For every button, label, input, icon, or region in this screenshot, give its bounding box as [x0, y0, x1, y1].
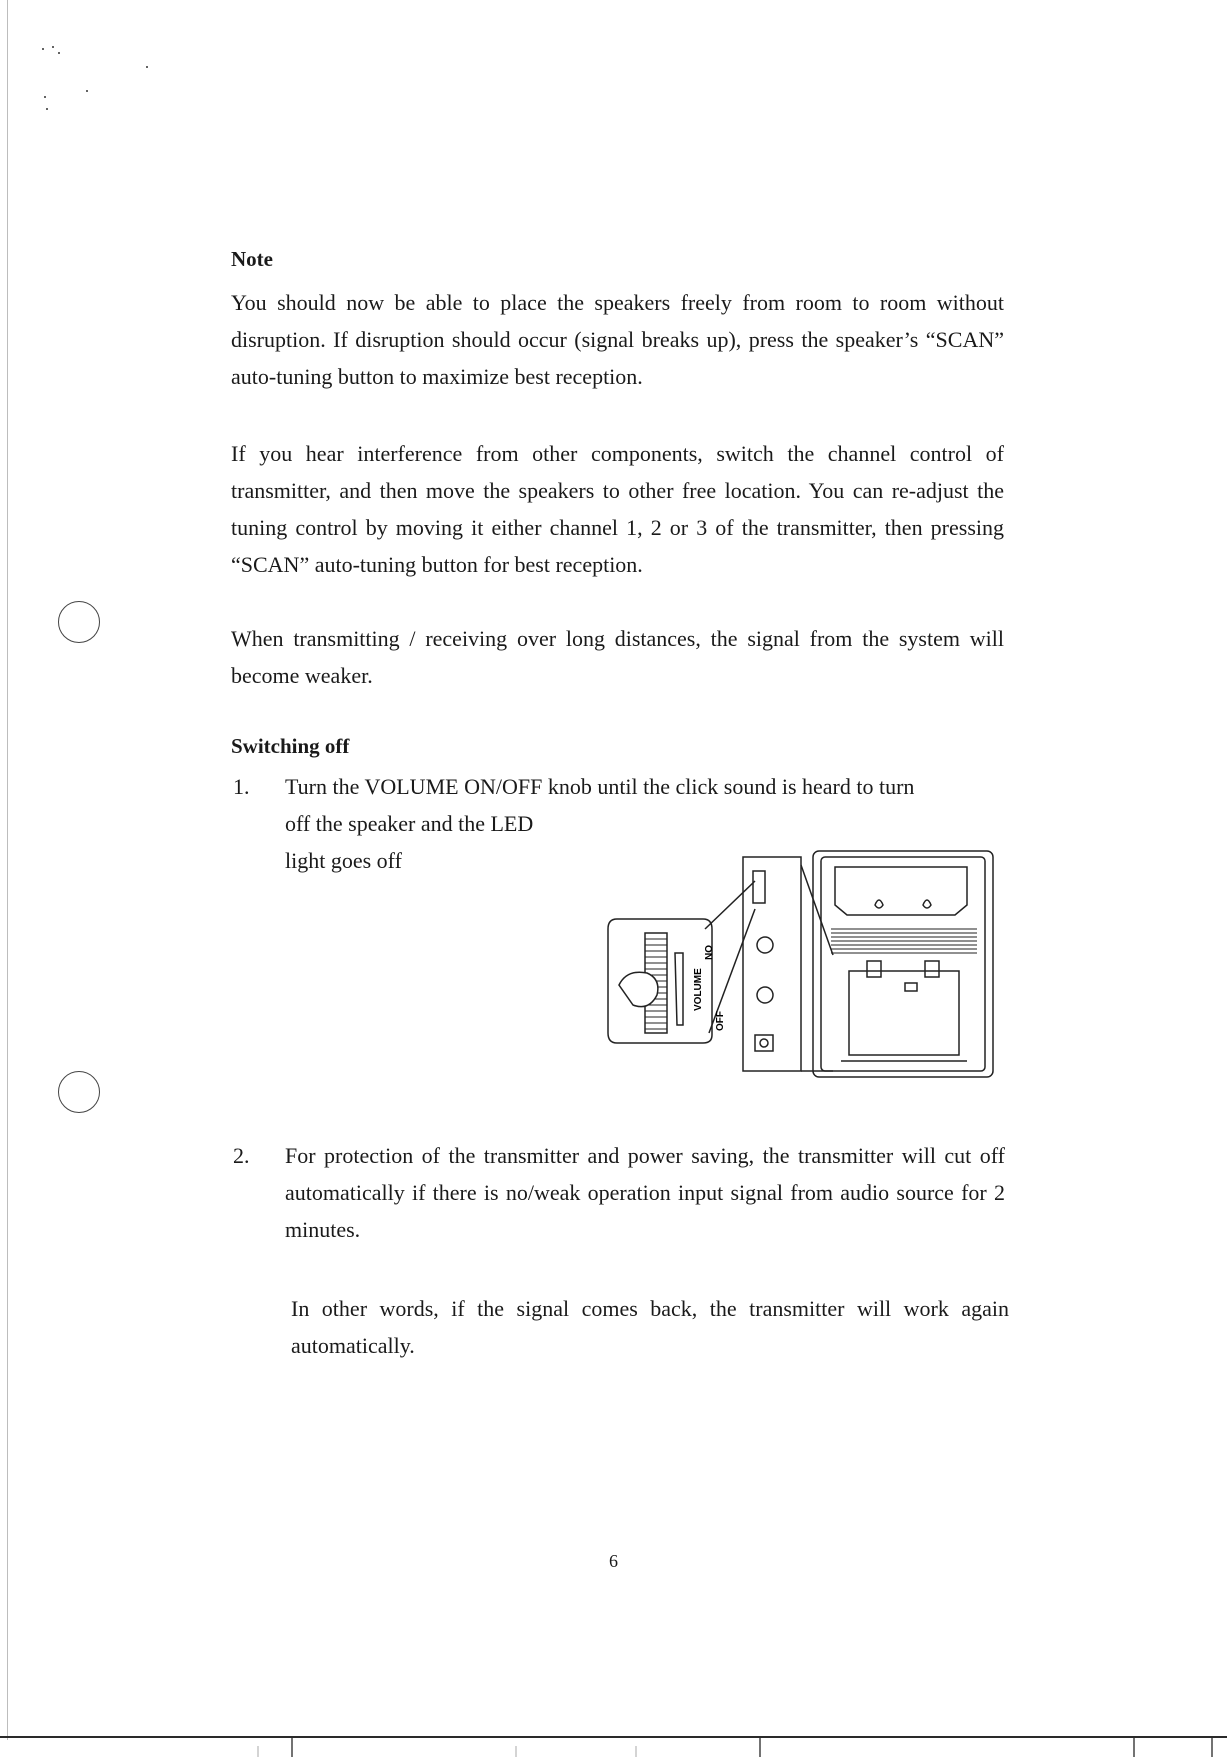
scan-speck [46, 108, 48, 110]
list-item-text: For protection of the transmitter and power saving, the transmitter will cut off automatically if there is no/weak operation input signal from audio source for 2 minutes. [285, 1143, 1005, 1242]
note-heading: Note [231, 247, 273, 271]
volume-knob-diagram [605, 845, 995, 1080]
list-item-line: off the speaker and the LED [285, 811, 534, 836]
channel-knob [757, 937, 773, 953]
mount-hole-right [923, 900, 931, 908]
scan-knob [757, 987, 773, 1003]
mount-hole-left [875, 900, 883, 908]
diagram-label-on: ON [702, 945, 713, 960]
switching-off-heading: Switching off [231, 734, 350, 758]
power-jack [755, 1035, 773, 1051]
list-item-line: light goes off [285, 848, 402, 873]
transmitter-side-panel [743, 857, 801, 1071]
list-item-line: Turn the VOLUME ON/OFF knob until the click sound is heard to turn [285, 774, 915, 799]
scan-speck [146, 66, 148, 68]
note-paragraph: When transmitting / receiving over long distances, the signal from the system will become weaker. [231, 626, 1004, 688]
diagram-label-volume: VOLUME [693, 968, 704, 1011]
speaker-top-cavity [835, 867, 967, 915]
battery-cover [849, 971, 959, 1055]
speaker-grille [831, 929, 977, 953]
note-paragraph: You should now be able to place the speakers freely from room to room without disruption. If disruption should occur (signal breaks up), press the speaker’s “SCAN” auto-tuning button to maximize best reception. [231, 290, 1004, 389]
diagram-label-off: OFF [715, 1011, 726, 1031]
scan-speck [44, 96, 46, 98]
scan-speck [42, 48, 44, 50]
page-number: 6 [609, 1551, 618, 1571]
scan-speck [86, 90, 88, 92]
speaker-housing [813, 851, 993, 1077]
page-edge [7, 0, 8, 1740]
volume-wedge [675, 953, 683, 1025]
followup-paragraph: In other words, if the signal comes back, the transmitter will work again automatically. [291, 1296, 1009, 1358]
scan-speck [58, 52, 60, 54]
note-paragraph: If you hear interference from other components, switch the channel control of transmitter, and then move the speakers to other free location. You can re-adjust the tuning control by moving it either channel 1, 2 or 3 of the transmitter, then pressing “SCAN” auto-tuning button for best reception. [231, 441, 1004, 577]
clip-right [925, 961, 939, 977]
finger-thumb [619, 972, 658, 1006]
volume-slot [753, 871, 765, 903]
bottom-ticks [0, 1738, 1227, 1757]
scan-speck [52, 46, 54, 48]
list-number: 2. [233, 1143, 250, 1168]
punch-hole [58, 601, 100, 643]
punch-hole [58, 1071, 100, 1113]
list-number: 1. [233, 774, 250, 799]
clip-left [867, 961, 881, 977]
cover-latch [905, 983, 917, 991]
